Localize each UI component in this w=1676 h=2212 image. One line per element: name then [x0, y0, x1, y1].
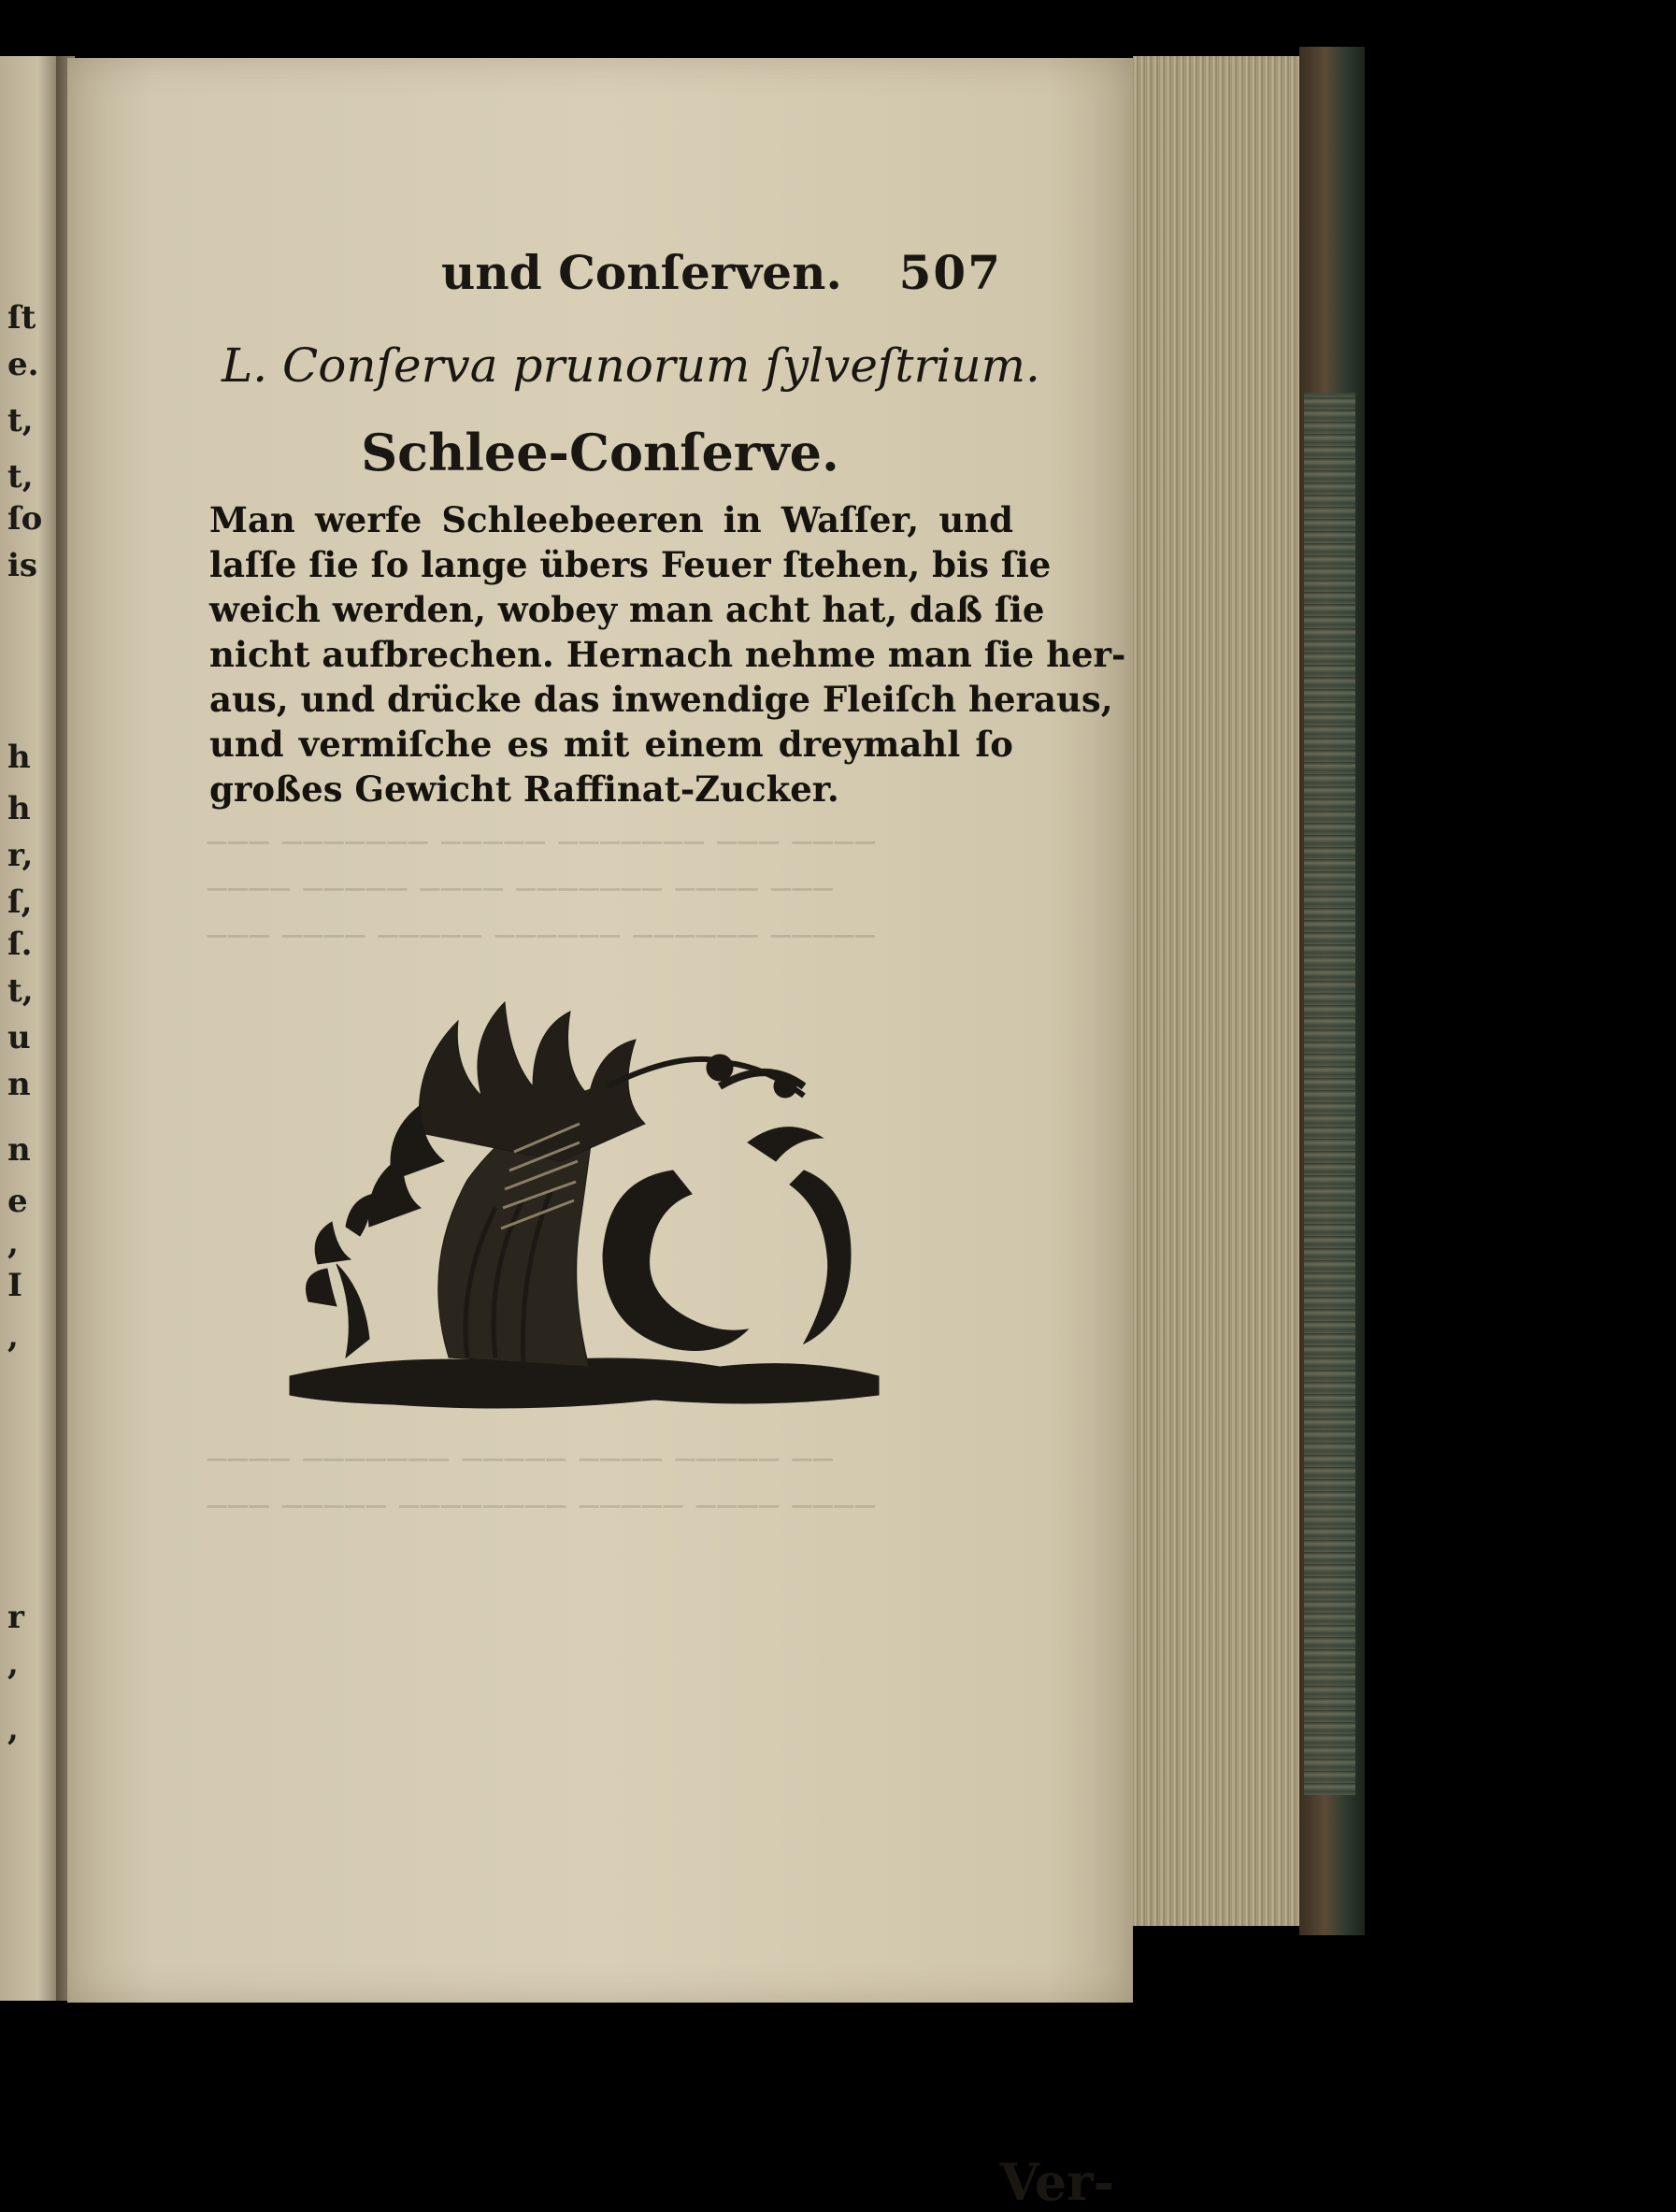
- facing-page-fragment: h: [7, 790, 31, 827]
- recipe-line: und vermiſche es mit einem dreymahl ſo: [209, 724, 1013, 765]
- facing-page-fragment: ſo: [7, 500, 43, 538]
- facing-page-fragment: r: [7, 1599, 24, 1636]
- facing-page-fragment: ,: [7, 1645, 19, 1683]
- facing-page-fragment: t,: [7, 402, 34, 439]
- facing-page-fragment: ſ,: [7, 883, 33, 921]
- bleed-through: ──── ─────── ───── ──── ───── ──: [208, 1442, 835, 1479]
- recipe-line: weich werden, wobey man acht hat, daß ſie: [209, 589, 1045, 630]
- book-page: [67, 58, 1133, 2212]
- recipe-line: nicht aufbrechen. Hernach nehme man ſie her-: [209, 634, 1126, 675]
- facing-page-fragment: e.: [7, 346, 39, 383]
- facing-page-fragment: n: [7, 1066, 31, 1103]
- recipe-body: [209, 497, 1126, 812]
- german-recipe-title: Schlee-Conſerve.: [361, 423, 839, 482]
- running-title: und Conſerven.: [441, 245, 842, 300]
- recipe-line: aus, und drücke das inwendige Fleiſch heraus,: [209, 679, 1113, 720]
- facing-page-fragment: ſt: [7, 299, 36, 337]
- page-block-edge: [1133, 56, 1301, 1926]
- facing-page-fragment: is: [7, 547, 38, 584]
- recipe-line: großes Gewicht Raffinat-Zucker.: [209, 768, 839, 810]
- facing-page-fragment: t,: [7, 972, 34, 1010]
- page-number: 507: [898, 245, 1002, 300]
- facing-page-fragment: r,: [7, 837, 34, 874]
- facing-page-fragment: ,: [7, 1711, 19, 1748]
- facing-page-edge: [0, 56, 64, 2001]
- latin-recipe-title: L. Conſerva prunorum ſylveſtrium.: [222, 338, 1040, 393]
- facing-page-fragment: u: [7, 1019, 31, 1056]
- bleed-through: ──── ───── ──── ─────── ──── ───: [208, 871, 835, 909]
- facing-page-fragment: e: [7, 1183, 28, 1220]
- facing-page-fragment: I: [7, 1267, 22, 1304]
- facing-page-fragment: ſ.: [7, 926, 33, 963]
- recipe-line: laſſe ſie ſo lange übers Feuer ſtehen, bis ſie: [209, 544, 1052, 585]
- recipe-line: Man werfe Schleebeeren in Waſſer, und: [209, 499, 1013, 540]
- cover-texture: [1304, 393, 1355, 1795]
- catchword: Ver-: [999, 2152, 1114, 2212]
- bleed-through: ─── ───── ──────── ───── ──── ────: [208, 1488, 877, 1526]
- bleed-through: ─── ─────── ───── ─────── ─── ────: [208, 825, 877, 862]
- facing-page-fragment: h: [7, 739, 31, 776]
- rococo-woodcut-ornament-icon: [280, 984, 916, 1432]
- running-header: [441, 245, 1002, 301]
- facing-page-fragment: ,: [7, 1318, 19, 1356]
- facing-page-fragment: ,: [7, 1225, 19, 1262]
- facing-page-fragment: n: [7, 1131, 31, 1169]
- bleed-through: ─── ──── ───── ────── ────── ─────: [208, 918, 877, 955]
- facing-page-fragment: t,: [7, 458, 34, 496]
